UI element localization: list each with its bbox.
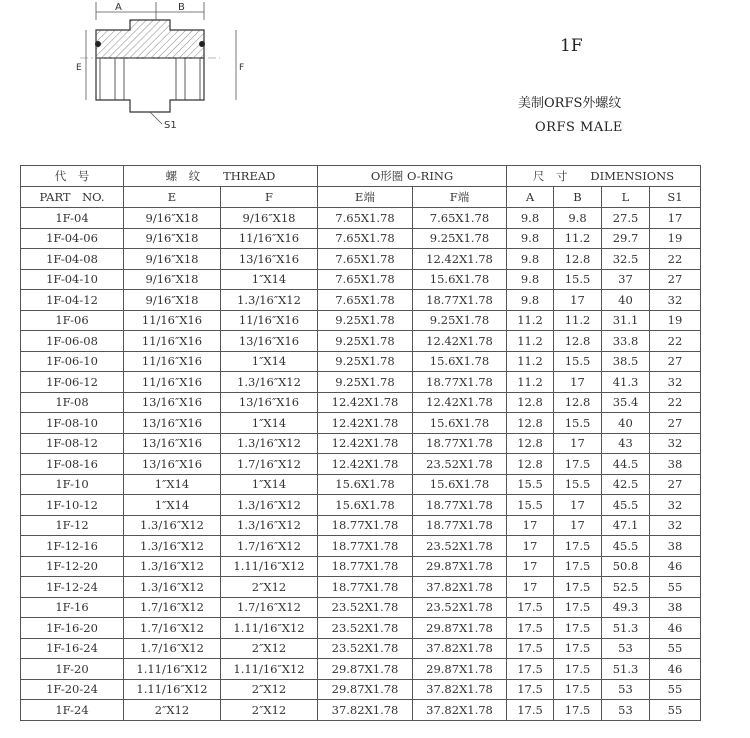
cell-part-no: 1F-16-20 [21,618,124,639]
cell-dim-b: 17.5 [554,659,602,680]
spec-table-body [21,208,701,721]
cell-thread-f: 1″X14 [221,474,318,495]
cell-oring-e: 37.82X1.78 [318,700,413,721]
cell-oring-e: 18.77X1.78 [318,556,413,577]
cell-oring-f: 23.52X1.78 [413,597,507,618]
cell-dim-a: 9.8 [507,269,554,290]
header-code: 代 号 [21,166,124,187]
table-row [21,597,701,618]
header-dimensions: 尺 寸 DIMENSIONS [507,166,701,187]
cell-thread-f: 1″X14 [221,351,318,372]
cell-dim-l: 53 [602,638,650,659]
cell-oring-f: 18.77X1.78 [413,290,507,311]
cell-oring-e: 12.42X1.78 [318,433,413,454]
cell-thread-f: 11/16″X16 [221,310,318,331]
header-thread: 螺 纹 THREAD [124,166,318,187]
cell-oring-f: 23.52X1.78 [413,454,507,475]
cell-thread-f: 2″X12 [221,679,318,700]
cell-dim-l: 31.1 [602,310,650,331]
cell-dim-s1: 32 [650,515,701,536]
cell-thread-f: 1.3/16″X12 [221,495,318,516]
cell-dim-s1: 27 [650,413,701,434]
cell-part-no: 1F-12-16 [21,536,124,557]
cell-part-no: 1F-06-10 [21,351,124,372]
cell-dim-a: 17.5 [507,618,554,639]
cell-part-no: 1F-08-16 [21,454,124,475]
table-row [21,495,701,516]
cell-oring-e: 7.65X1.78 [318,228,413,249]
cell-dim-b: 17.5 [554,454,602,475]
cell-dim-l: 40 [602,413,650,434]
cell-oring-f: 37.82X1.78 [413,577,507,598]
cell-thread-e: 2″X12 [124,700,221,721]
cell-thread-e: 11/16″X16 [124,331,221,352]
cell-dim-a: 12.8 [507,454,554,475]
cell-part-no: 1F-06-12 [21,372,124,393]
cell-thread-e: 1.3/16″X12 [124,556,221,577]
cell-dim-a: 17.5 [507,659,554,680]
table-row [21,659,701,680]
cell-dim-a: 11.2 [507,351,554,372]
cell-dim-a: 17 [507,515,554,536]
col-oring-e: E端 [318,187,413,208]
cell-dim-s1: 55 [650,679,701,700]
cell-oring-e: 12.42X1.78 [318,392,413,413]
cell-thread-f: 1.3/16″X12 [221,515,318,536]
cell-oring-f: 18.77X1.78 [413,372,507,393]
cell-dim-b: 17.5 [554,679,602,700]
cell-dim-b: 12.8 [554,249,602,270]
cell-dim-a: 11.2 [507,310,554,331]
cell-thread-f: 1.7/16″X12 [221,454,318,475]
cell-part-no: 1F-04-08 [21,249,124,270]
cell-oring-f: 23.52X1.78 [413,536,507,557]
cell-oring-e: 15.6X1.78 [318,495,413,516]
cell-thread-e: 1.3/16″X12 [124,515,221,536]
cell-oring-f: 15.6X1.78 [413,474,507,495]
cell-part-no: 1F-04-12 [21,290,124,311]
cell-part-no: 1F-08 [21,392,124,413]
cell-dim-l: 33.8 [602,331,650,352]
table-row [21,515,701,536]
table-row [21,454,701,475]
cell-oring-f: 9.25X1.78 [413,310,507,331]
table-row [21,577,701,598]
table-row [21,331,701,352]
cell-oring-e: 23.52X1.78 [318,597,413,618]
cell-dim-l: 41.3 [602,372,650,393]
cell-dim-b: 9.8 [554,208,602,229]
cell-thread-e: 13/16″X16 [124,454,221,475]
product-title-en: ORFS MALE [535,120,623,135]
cell-thread-e: 9/16″X18 [124,228,221,249]
cell-dim-s1: 55 [650,577,701,598]
cell-part-no: 1F-12-24 [21,577,124,598]
cell-thread-e: 11/16″X16 [124,372,221,393]
table-row [21,556,701,577]
cell-dim-b: 17 [554,515,602,536]
cell-oring-e: 29.87X1.78 [318,679,413,700]
table-row [21,269,701,290]
cell-dim-a: 15.5 [507,495,554,516]
cell-thread-f: 1.11/16″X12 [221,618,318,639]
cell-oring-f: 9.25X1.78 [413,228,507,249]
cell-oring-e: 7.65X1.78 [318,249,413,270]
table-row [21,372,701,393]
cell-dim-b: 15.5 [554,413,602,434]
cell-thread-e: 1.7/16″X12 [124,618,221,639]
cell-thread-e: 11/16″X16 [124,351,221,372]
cell-dim-l: 53 [602,700,650,721]
cell-part-no: 1F-10-12 [21,495,124,516]
cell-thread-f: 1″X14 [221,413,318,434]
cell-dim-a: 11.2 [507,331,554,352]
cell-dim-s1: 22 [650,392,701,413]
cell-dim-l: 35.4 [602,392,650,413]
cell-part-no: 1F-08-10 [21,413,124,434]
cell-dim-s1: 55 [650,700,701,721]
dim-label-e: E [76,63,82,73]
cell-dim-a: 9.8 [507,290,554,311]
cell-dim-l: 38.5 [602,351,650,372]
cell-dim-a: 15.5 [507,474,554,495]
cell-thread-e: 9/16″X18 [124,249,221,270]
cell-dim-a: 9.8 [507,208,554,229]
cell-thread-e: 9/16″X18 [124,208,221,229]
col-thread-e: E [124,187,221,208]
header-oring: O形圈 O-RING [318,166,507,187]
cell-oring-f: 29.87X1.78 [413,659,507,680]
cell-dim-s1: 27 [650,351,701,372]
cell-oring-f: 15.6X1.78 [413,413,507,434]
cell-thread-f: 1.3/16″X12 [221,290,318,311]
cell-part-no: 1F-08-12 [21,433,124,454]
cell-dim-l: 49.3 [602,597,650,618]
cell-dim-b: 17.5 [554,638,602,659]
table-row [21,433,701,454]
cell-thread-e: 1.3/16″X12 [124,536,221,557]
cell-thread-e: 11/16″X16 [124,310,221,331]
col-part-no: PART NO. [21,187,124,208]
cell-dim-s1: 32 [650,495,701,516]
cell-dim-l: 51.3 [602,659,650,680]
col-dim-l: L [602,187,650,208]
table-row [21,208,701,229]
cell-dim-a: 12.8 [507,413,554,434]
product-title-cn: 美制ORFS外螺纹 [518,96,622,111]
cell-dim-a: 9.8 [507,228,554,249]
cell-oring-e: 7.65X1.78 [318,290,413,311]
cell-dim-a: 17.5 [507,679,554,700]
cell-dim-l: 40 [602,290,650,311]
cell-oring-e: 9.25X1.78 [318,351,413,372]
cell-oring-f: 18.77X1.78 [413,495,507,516]
cell-dim-a: 17.5 [507,638,554,659]
cell-thread-e: 1.7/16″X12 [124,597,221,618]
col-dim-a: A [507,187,554,208]
cell-dim-l: 43 [602,433,650,454]
table-row [21,618,701,639]
cell-thread-e: 1.11/16″X12 [124,679,221,700]
cell-part-no: 1F-20-24 [21,679,124,700]
cell-dim-b: 17.5 [554,700,602,721]
cell-oring-e: 18.77X1.78 [318,536,413,557]
cell-dim-b: 12.8 [554,331,602,352]
cell-thread-f: 1.3/16″X12 [221,433,318,454]
cell-dim-b: 15.5 [554,351,602,372]
cell-dim-l: 44.5 [602,454,650,475]
cell-part-no: 1F-12-20 [21,556,124,577]
table-row [21,536,701,557]
cell-thread-f: 9/16″X18 [221,208,318,229]
col-thread-f: F [221,187,318,208]
cell-thread-e: 1.3/16″X12 [124,577,221,598]
cell-oring-f: 15.6X1.78 [413,269,507,290]
cell-dim-s1: 38 [650,536,701,557]
cell-thread-f: 13/16″X16 [221,331,318,352]
cell-dim-b: 12.8 [554,392,602,413]
cell-dim-b: 17.5 [554,536,602,557]
cell-thread-e: 1″X14 [124,474,221,495]
cell-dim-l: 32.5 [602,249,650,270]
cell-dim-a: 17.5 [507,597,554,618]
cell-oring-f: 37.82X1.78 [413,679,507,700]
cell-thread-f: 13/16″X16 [221,249,318,270]
cell-part-no: 1F-06-08 [21,331,124,352]
cell-oring-f: 12.42X1.78 [413,249,507,270]
table-row [21,679,701,700]
cell-oring-f: 12.42X1.78 [413,392,507,413]
cell-dim-s1: 27 [650,474,701,495]
cell-dim-s1: 32 [650,372,701,393]
cell-oring-f: 18.77X1.78 [413,515,507,536]
cell-dim-s1: 38 [650,454,701,475]
cell-dim-s1: 22 [650,249,701,270]
dim-label-a: A [115,2,122,13]
cell-oring-f: 29.87X1.78 [413,556,507,577]
cell-oring-e: 23.52X1.78 [318,618,413,639]
cell-thread-e: 13/16″X16 [124,392,221,413]
cell-dim-s1: 55 [650,638,701,659]
cell-oring-f: 37.82X1.78 [413,700,507,721]
table-row [21,474,701,495]
cell-thread-e: 9/16″X18 [124,269,221,290]
cell-oring-e: 18.77X1.78 [318,577,413,598]
cell-dim-s1: 46 [650,556,701,577]
cell-part-no: 1F-06 [21,310,124,331]
table-row [21,310,701,331]
cell-dim-l: 50.8 [602,556,650,577]
cell-dim-a: 17 [507,556,554,577]
cell-dim-a: 11.2 [507,372,554,393]
cell-thread-f: 1″X14 [221,269,318,290]
cell-dim-s1: 38 [650,597,701,618]
table-row [21,228,701,249]
cell-thread-f: 11/16″X16 [221,228,318,249]
cell-thread-f: 2″X12 [221,700,318,721]
cell-oring-f: 15.6X1.78 [413,351,507,372]
cell-part-no: 1F-16 [21,597,124,618]
cell-dim-b: 15.5 [554,269,602,290]
table-row [21,700,701,721]
cell-oring-e: 15.6X1.78 [318,474,413,495]
cell-dim-b: 11.2 [554,310,602,331]
cell-thread-e: 1.11/16″X12 [124,659,221,680]
cell-dim-s1: 32 [650,290,701,311]
table-row [21,351,701,372]
cell-dim-b: 11.2 [554,228,602,249]
cell-dim-l: 45.5 [602,536,650,557]
table-row [21,413,701,434]
cell-dim-l: 53 [602,679,650,700]
cell-oring-e: 9.25X1.78 [318,372,413,393]
cell-dim-l: 27.5 [602,208,650,229]
cell-dim-a: 17 [507,577,554,598]
cell-dim-l: 42.5 [602,474,650,495]
cell-thread-e: 13/16″X16 [124,433,221,454]
cell-thread-f: 1.7/16″X12 [221,536,318,557]
cell-oring-f: 18.77X1.78 [413,433,507,454]
cell-part-no: 1F-16-24 [21,638,124,659]
cell-dim-s1: 22 [650,331,701,352]
cell-dim-s1: 19 [650,228,701,249]
cell-dim-a: 17 [507,536,554,557]
cell-dim-a: 17.5 [507,700,554,721]
cell-dim-s1: 17 [650,208,701,229]
cell-oring-f: 29.87X1.78 [413,618,507,639]
cell-part-no: 1F-04 [21,208,124,229]
cell-thread-f: 2″X12 [221,638,318,659]
cell-oring-e: 12.42X1.78 [318,454,413,475]
col-dim-s1: S1 [650,187,701,208]
cell-dim-b: 17 [554,372,602,393]
cell-part-no: 1F-12 [21,515,124,536]
cell-thread-e: 1.7/16″X12 [124,638,221,659]
cell-oring-e: 12.42X1.78 [318,413,413,434]
fitting-drawing [60,0,260,140]
cell-thread-f: 1.11/16″X12 [221,659,318,680]
cell-dim-l: 45.5 [602,495,650,516]
cell-dim-a: 12.8 [507,392,554,413]
cell-dim-b: 17 [554,290,602,311]
table-row [21,249,701,270]
cell-dim-b: 17.5 [554,618,602,639]
cell-thread-e: 9/16″X18 [124,290,221,311]
cell-dim-l: 52.5 [602,577,650,598]
cell-dim-b: 17 [554,495,602,516]
cell-oring-e: 7.65X1.78 [318,208,413,229]
table-row [21,638,701,659]
cell-dim-s1: 27 [650,269,701,290]
cell-dim-b: 17.5 [554,556,602,577]
cell-dim-b: 17.5 [554,597,602,618]
spec-table [20,165,701,721]
cell-dim-l: 47.1 [602,515,650,536]
cell-dim-l: 29.7 [602,228,650,249]
cell-dim-b: 17.5 [554,577,602,598]
cell-thread-e: 1″X14 [124,495,221,516]
cell-thread-e: 13/16″X16 [124,413,221,434]
cell-oring-e: 18.77X1.78 [318,515,413,536]
cell-part-no: 1F-24 [21,700,124,721]
cell-oring-f: 7.65X1.78 [413,208,507,229]
cell-part-no: 1F-10 [21,474,124,495]
cell-oring-e: 7.65X1.78 [318,269,413,290]
col-dim-b: B [554,187,602,208]
cell-dim-a: 12.8 [507,433,554,454]
cell-dim-a: 9.8 [507,249,554,270]
cell-dim-s1: 46 [650,618,701,639]
cell-oring-e: 9.25X1.78 [318,331,413,352]
cell-dim-s1: 46 [650,659,701,680]
cell-thread-f: 13/16″X16 [221,392,318,413]
cell-part-no: 1F-20 [21,659,124,680]
product-code: 1F [560,36,583,56]
dim-label-s1: S1 [164,120,177,131]
cell-dim-b: 15.5 [554,474,602,495]
cell-dim-s1: 32 [650,433,701,454]
table-row [21,290,701,311]
cell-part-no: 1F-04-10 [21,269,124,290]
cell-part-no: 1F-04-06 [21,228,124,249]
cell-oring-f: 37.82X1.78 [413,638,507,659]
cell-oring-e: 9.25X1.78 [318,310,413,331]
cell-dim-b: 17 [554,433,602,454]
cell-dim-s1: 19 [650,310,701,331]
cell-oring-e: 23.52X1.78 [318,638,413,659]
cell-thread-f: 1.11/16″X12 [221,556,318,577]
cell-dim-l: 51.3 [602,618,650,639]
col-oring-f: F端 [413,187,507,208]
cell-oring-f: 12.42X1.78 [413,331,507,352]
cell-thread-f: 2″X12 [221,577,318,598]
cell-dim-l: 37 [602,269,650,290]
dim-label-b: B [178,2,185,13]
cell-thread-f: 1.7/16″X12 [221,597,318,618]
dim-label-f: F [239,63,245,73]
table-row [21,392,701,413]
cell-oring-e: 29.87X1.78 [318,659,413,680]
cell-thread-f: 1.3/16″X12 [221,372,318,393]
